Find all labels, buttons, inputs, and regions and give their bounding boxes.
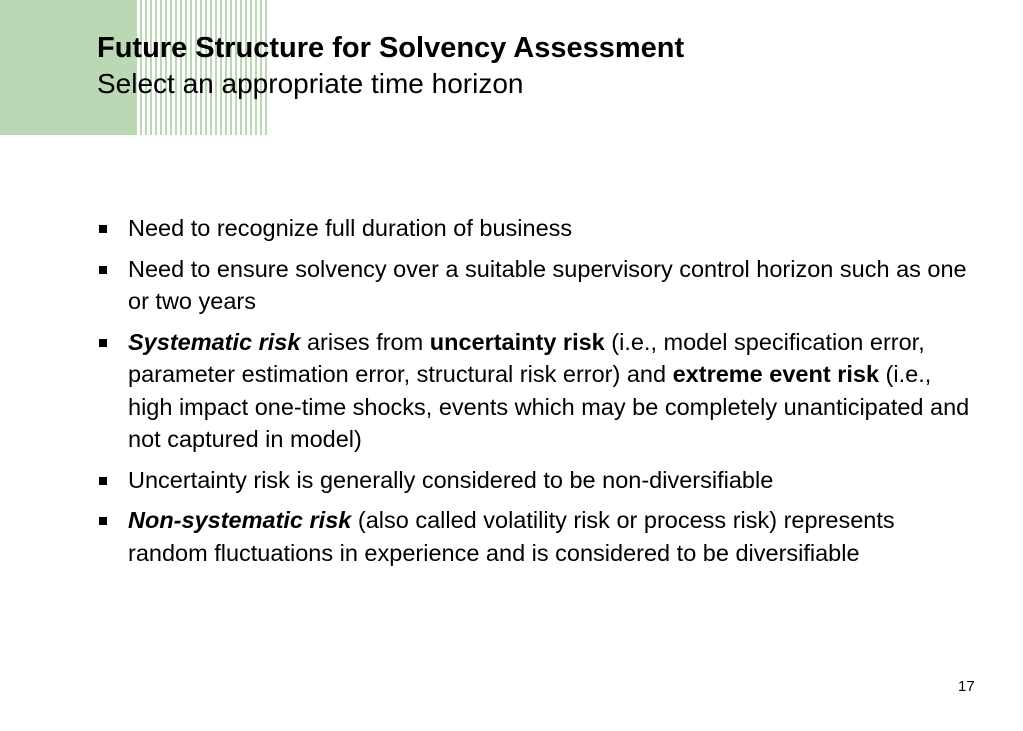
square-bullet-icon (99, 477, 107, 485)
bullet-text: (i.e., high impact one-time shocks, events which may be completely unanticipated and not captured in model) (128, 361, 970, 452)
bullet-item-systematic-risk (98, 326, 978, 456)
bullet-item-solvency-horizon (98, 253, 978, 318)
page-number: 17 (958, 678, 975, 695)
square-bullet-icon (99, 225, 107, 233)
term-extreme-event-risk: extreme event risk (672, 361, 880, 387)
square-bullet-icon (99, 517, 107, 525)
bullet-text: (i.e., model specification error, parameter estimation error, structural risk error) and (128, 328, 925, 387)
term-non-systematic-risk: Non-systematic risk (128, 507, 352, 533)
bullet-text: (also called volatility risk or process risk) represents random fluctuations in experience and is considered to be diversifiable (128, 507, 895, 566)
bullet-text: Uncertainty risk is generally considered to be non-diversifiable (128, 466, 774, 493)
bullet-item-full-duration (98, 212, 978, 245)
bullet-list (98, 212, 978, 577)
bullet-text: Need to ensure solvency over a suitable supervisory control horizon such as one or two years (128, 255, 967, 314)
term-systematic-risk: Systematic risk (128, 328, 301, 355)
bullet-text: arises from (300, 328, 430, 355)
square-bullet-icon (99, 339, 107, 347)
bullet-text: Need to recognize full duration of business (128, 215, 573, 241)
slide-subtitle: Select an appropriate time horizon (97, 68, 524, 99)
slide-title: Future Structure for Solvency Assessment (97, 32, 685, 64)
bullet-item-uncertainty-risk (98, 464, 978, 497)
term-uncertainty-risk: uncertainty risk (429, 328, 605, 355)
square-bullet-icon (99, 266, 107, 274)
bullet-item-non-systematic-risk (98, 504, 978, 569)
